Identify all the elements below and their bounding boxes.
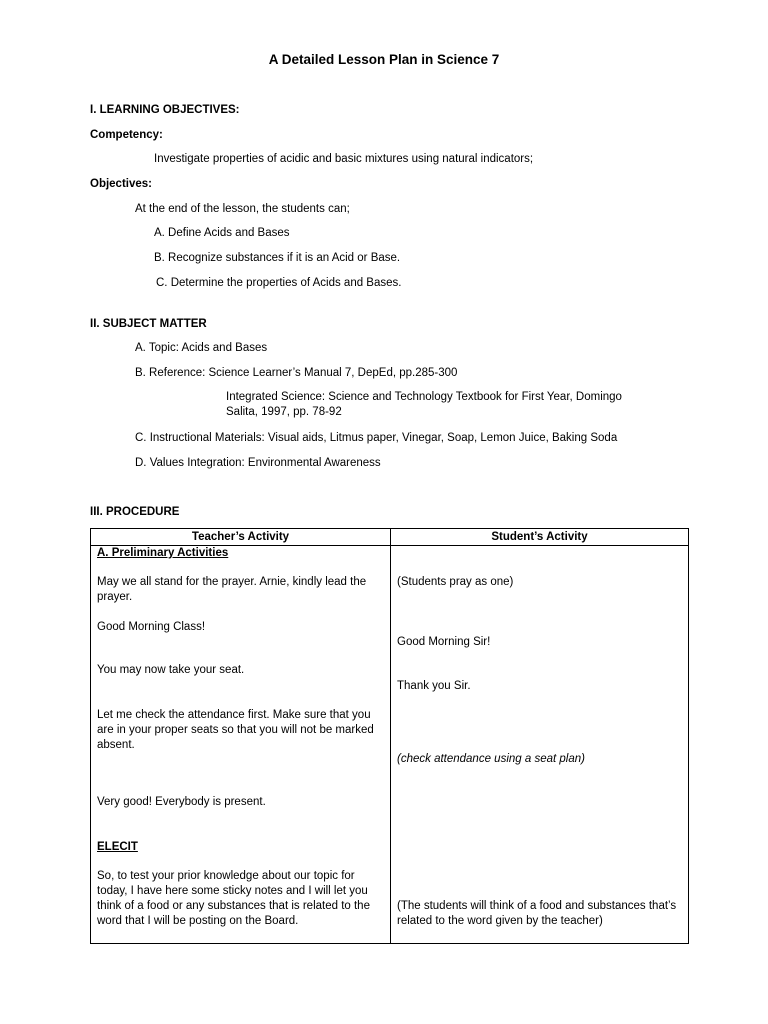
student-thanks: Thank you Sir.	[397, 680, 471, 692]
teacher-greeting: Good Morning Class!	[97, 621, 206, 633]
objective-item: C. Determine the properties of Acids and Bases.	[156, 277, 402, 289]
teacher-seat: You may now take your seat.	[97, 664, 245, 676]
teacher-activity-cell	[91, 546, 391, 944]
section-learning-objectives-heading: I. LEARNING OBJECTIVES:	[90, 104, 240, 116]
teacher-prayer: May we all stand for the prayer. Arnie, kindly lead the prayer.	[97, 576, 367, 603]
subject-reference: B. Reference: Science Learner’s Manual 7, DepEd, pp.285-300	[135, 367, 458, 379]
subject-values: D. Values Integration: Environmental Awareness	[135, 457, 381, 469]
objectives-label: Objectives:	[90, 178, 152, 190]
competency-text: Investigate properties of acidic and basic mixtures using natural indicators;	[154, 153, 534, 165]
section-subject-matter-heading: II. SUBJECT MATTER	[90, 318, 207, 330]
student-activity-header: Student’s Activity	[391, 529, 689, 546]
student-activity-cell	[391, 546, 689, 944]
section-procedure-heading: III. PROCEDURE	[90, 506, 180, 518]
student-attendance: (check attendance using a seat plan)	[397, 753, 585, 765]
student-greeting: Good Morning Sir!	[397, 636, 491, 648]
competency-label: Competency:	[90, 129, 163, 141]
subject-reference-2-line1: Integrated Science: Science and Technology Textbook for First Year, Domingo	[226, 391, 622, 403]
objective-item: A. Define Acids and Bases	[154, 227, 290, 239]
page-title: A Detailed Lesson Plan in Science 7	[268, 52, 500, 67]
teacher-attendance: Let me check the attendance first. Make sure that you are in your proper seats so that you will not be marked absent.	[97, 709, 374, 751]
table-header-row	[91, 529, 689, 546]
subject-topic: A. Topic: Acids and Bases	[135, 342, 268, 354]
objectives-intro: At the end of the lesson, the students can;	[135, 203, 350, 215]
procedure-table	[90, 528, 689, 944]
table-row	[91, 546, 689, 944]
teacher-elecit-text: So, to test your prior knowledge about our topic for today, I have here some sticky notes and I will let you think of a food or any substances that is related to the word that I will be posting on the Board.	[97, 870, 370, 927]
student-pray: (Students pray as one)	[397, 576, 514, 588]
teacher-activity-header: Teacher’s Activity	[91, 529, 391, 546]
subject-materials: C. Instructional Materials: Visual aids, Litmus paper, Vinegar, Soap, Lemon Juice, Baking Soda	[135, 432, 618, 444]
objective-item: B. Recognize substances if it is an Acid or Base.	[154, 252, 401, 264]
subject-reference-2-line2: Salita, 1997, pp. 78-92	[226, 406, 342, 418]
teacher-present: Very good! Everybody is present.	[97, 796, 266, 808]
preliminary-activities-label: A. Preliminary Activities	[97, 547, 229, 559]
student-think: (The students will think of a food and substances that’s related to the word given by the teacher)	[397, 900, 677, 927]
elecit-label: ELECIT	[97, 841, 138, 853]
